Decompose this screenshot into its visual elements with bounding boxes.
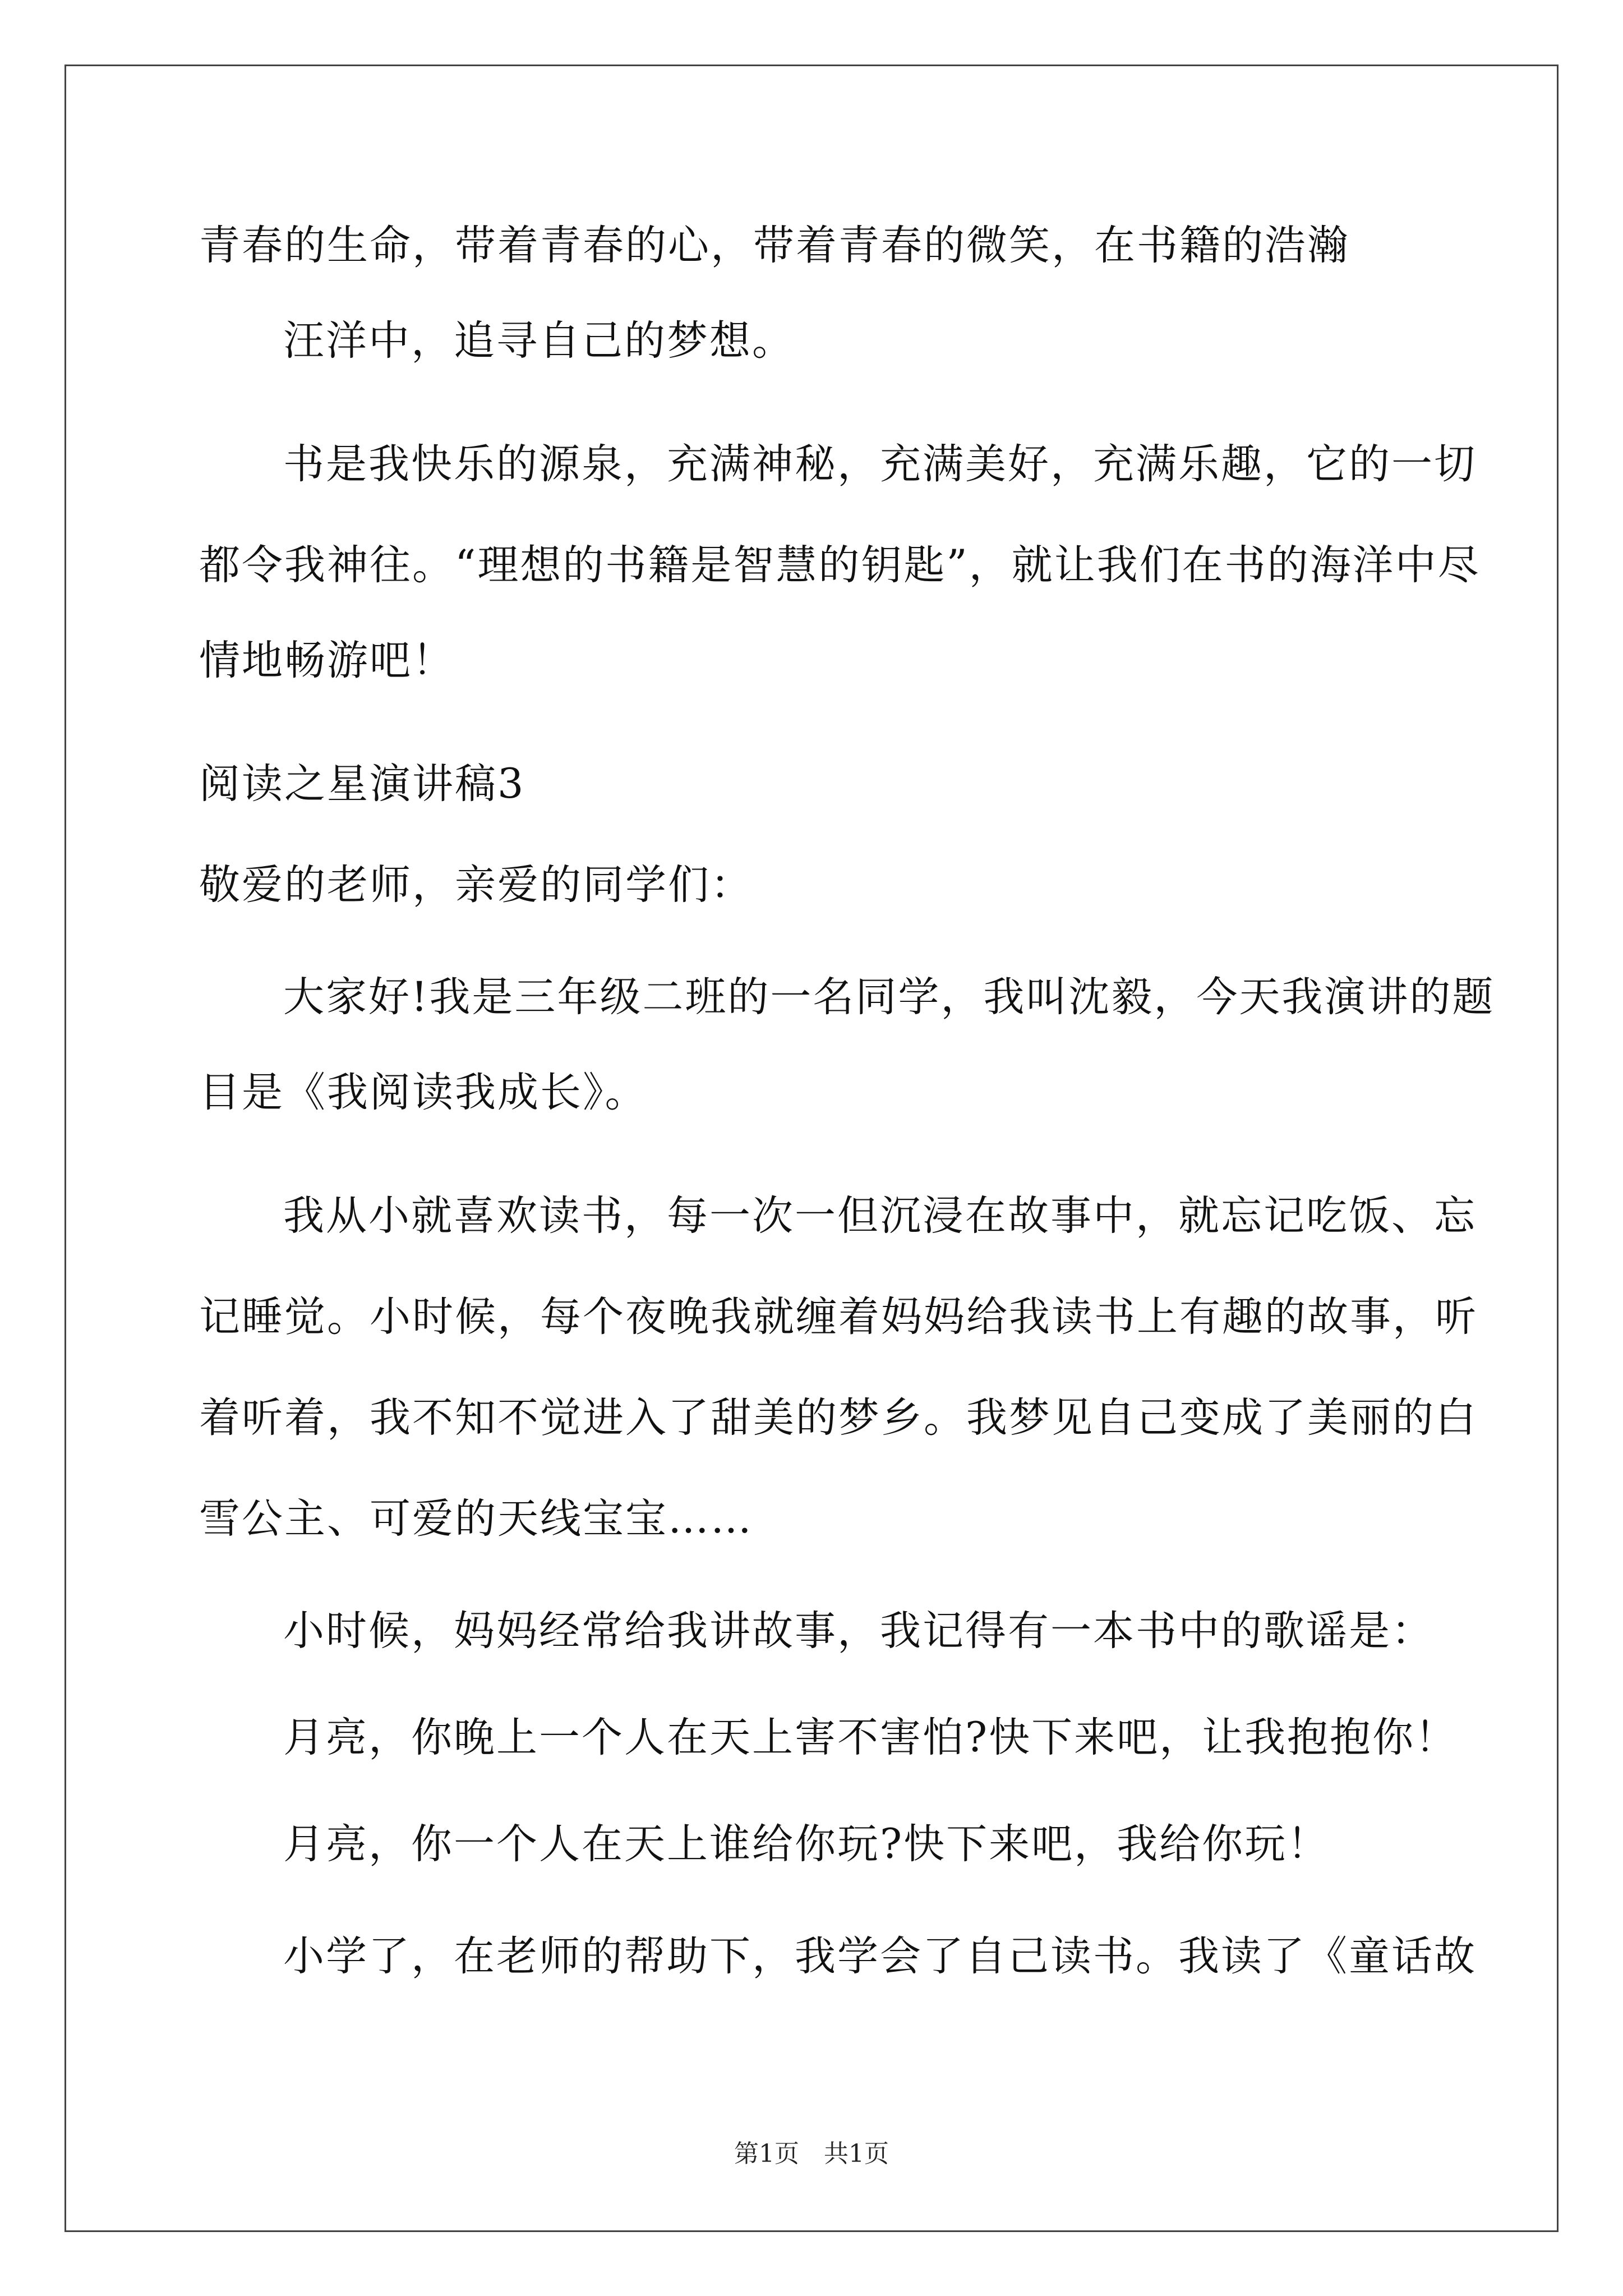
paragraph-line: 目是《我阅读我成长》。 (199, 1069, 648, 1116)
paragraph-line: 小学了，在老师的帮助下，我学会了自己读书。我读了《童话故 (283, 1932, 1477, 1980)
paragraph-line: 都令我神往。“理想的书籍是智慧的钥匙”，就让我们在书的海洋中尽 (199, 541, 1481, 589)
page-border (64, 65, 1559, 2232)
paragraph-line: 雪公主、可爱的天线宝宝…… (199, 1495, 753, 1543)
paragraph-line: 汪洋中，追寻自己的梦想。 (283, 317, 795, 365)
paragraph-line: 小时候，妈妈经常给我讲故事，我记得有一本书中的歌谣是： (283, 1607, 1434, 1655)
paragraph-line: 情地畅游吧！ (199, 637, 455, 684)
paragraph-line: 我从小就喜欢读书，每一次一但沉浸在故事中，就忘记吃饭、忘 (283, 1192, 1477, 1240)
paragraph-line: 着听着，我不知不觉进入了甜美的梦乡。我梦见自己变成了美丽的白 (199, 1394, 1478, 1442)
page-footer: 第1页 共1页 (734, 2139, 889, 2168)
paragraph-line: 记睡觉。小时候，每个夜晚我就缠着妈妈给我读书上有趣的故事，听 (199, 1293, 1478, 1341)
paragraph-line: 青春的生命，带着青春的心，带着青春的微笑，在书籍的浩瀚 (199, 222, 1350, 269)
paragraph-line: 月亮，你一个人在天上谁给你玩?快下来吧，我给你玩！ (283, 1820, 1330, 1868)
section-title: 阅读之星演讲稿3 (199, 760, 525, 808)
paragraph-line: 月亮，你晚上一个人在天上害不害怕?快下来吧，让我抱抱你！ (283, 1714, 1458, 1761)
salutation: 敬爱的老师，亲爱的同学们： (199, 861, 753, 909)
paragraph-line: 大家好!我是三年级二班的一名同学，我叫沈毅，今天我演讲的题 (283, 973, 1495, 1021)
paragraph-line: 书是我快乐的源泉，充满神秘，充满美好，充满乐趣，它的一切 (283, 440, 1477, 488)
